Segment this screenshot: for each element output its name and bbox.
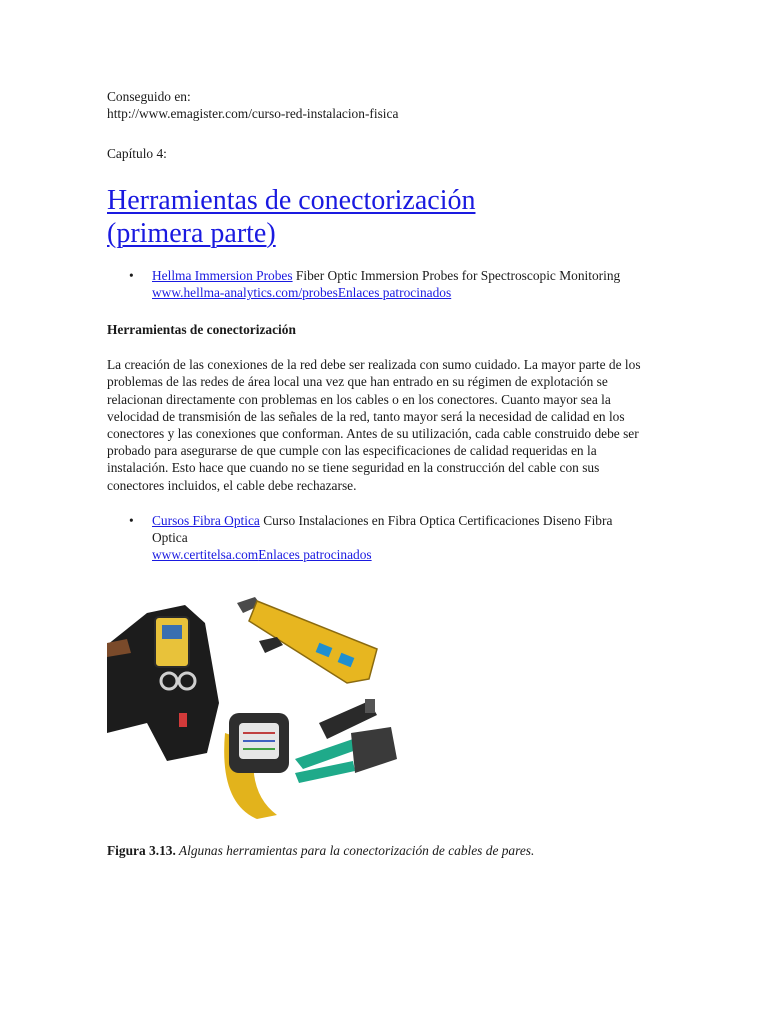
sponsored-list-1 [107,267,647,301]
source-block [107,88,647,122]
source-label: Conseguido en: [107,89,191,104]
ad-link-cursos[interactable]: Cursos Fibra Optica [152,512,260,528]
section-heading: Herramientas de conectorización [107,322,296,338]
ad-url-link[interactable]: www.certitelsa.comEnlaces patrocinados [152,547,372,563]
title-link[interactable]: Herramientas de conectorización (primera parte) [107,184,476,249]
ad-description: Fiber Optic Immersion Probes for Spectroscopic Monitoring [292,267,621,283]
crimping-tool-icon [295,727,397,783]
chapter-label: Capítulo 4: [107,146,167,162]
sponsored-list-2 [107,512,647,564]
figure-caption-text: Algunas herramientas para la conectorización de cables de pares. [175,843,535,859]
cable-tester-icon [224,713,289,819]
ad-link-hellma[interactable]: Hellma Immersion Probes [152,267,293,283]
ad-description: Curso Instalaciones en Fibra Optica Certificaciones Diseno Fibra Optica [152,512,613,546]
tools-illustration [107,583,407,829]
tool-pouch-icon [107,605,219,761]
figure-caption [107,842,647,859]
bullet-icon: • [129,512,134,528]
sponsored-item [107,512,647,564]
sponsored-item [107,267,647,301]
body-paragraph: La creación de las conexiones de la red debe ser realizada con sumo cuidado. La mayor parte de los problemas de las redes de área local una vez que han entrado en su régimen de explotación se relacionan directamente con problemas en los cables o en los conectores. Cuanto mayor sea la velocidad de transmisión de las señales de la red, tanto mayor será la necesidad de calidad en los conectores y las conexiones que conforman. Antes de su utilización, cada cable construido debe ser probado para asegurarse de que cumple con las especificaciones de calidad requeridas en la instalación. Esto hace que cuando no se tiene seguridad en la construcción del cable con sus conectores incluidos, el cable debe rechazarse. [107,357,641,493]
figure-label: Figura 3.13. [107,843,176,859]
page-title [107,184,647,250]
document-body [107,88,647,860]
figure-tools-image [107,583,407,829]
source-url: http://www.emagister.com/curso-red-instalacion-fisica [107,106,399,122]
bullet-icon: • [129,267,134,283]
ad-url-link[interactable]: www.hellma-analytics.com/probesEnlaces patrocinados [152,284,452,300]
punch-down-tool-icon [237,597,377,683]
